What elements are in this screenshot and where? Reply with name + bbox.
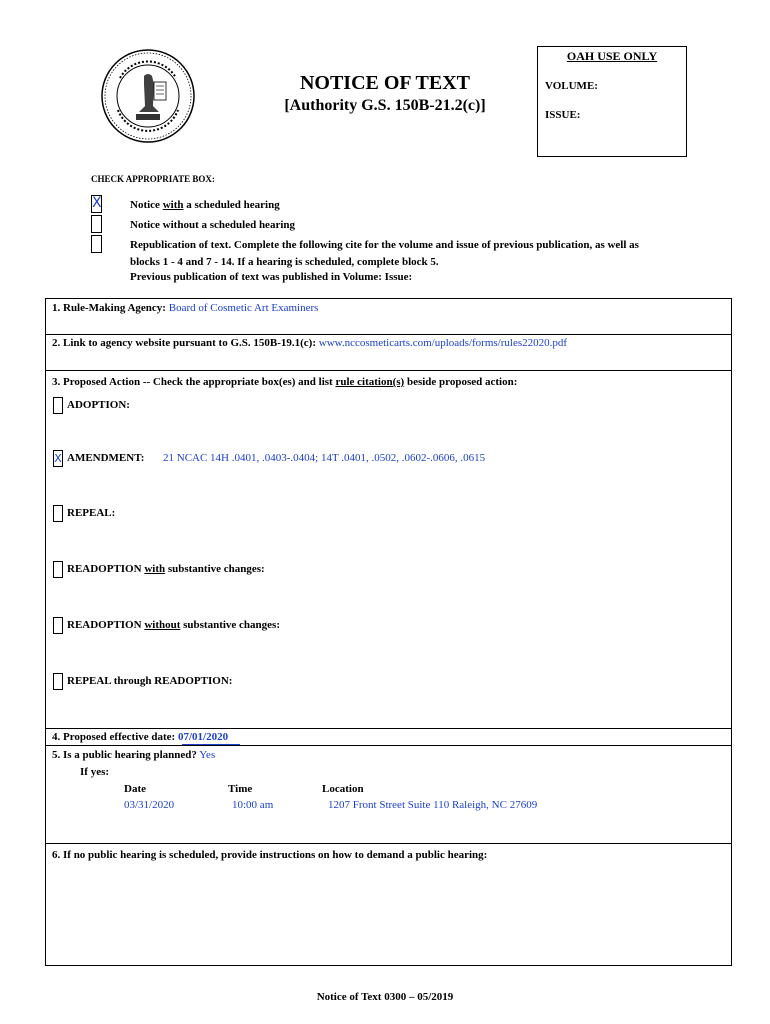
- date-column-header: Date: [124, 783, 146, 795]
- divider-2: [45, 370, 732, 371]
- amendment-checkbox[interactable]: X: [54, 452, 62, 465]
- republication-label: Republication of text. Complete the following cite for the volume and issue of previous publication, as well as: [130, 239, 639, 251]
- readoption-with-changes-checkbox[interactable]: [53, 561, 63, 578]
- divider-3: [45, 728, 732, 729]
- block-3-label: 3. Proposed Action -- Check the appropriate box(es) and list rule citation(s) beside proposed action:: [52, 376, 518, 388]
- notice-without-hearing-checkbox[interactable]: [91, 215, 102, 233]
- repeal-checkbox[interactable]: [53, 505, 63, 522]
- divider-4: [45, 745, 732, 746]
- block-6-label: 6. If no public hearing is scheduled, provide instructions on how to demand a public hearing:: [52, 849, 488, 861]
- readoption-without-changes-checkbox[interactable]: [53, 617, 63, 634]
- adoption-checkbox[interactable]: [53, 397, 63, 414]
- demand-hearing-instructions-field[interactable]: [52, 866, 724, 961]
- notice-with-hearing-label: Notice with a scheduled hearing: [130, 199, 280, 211]
- block-5-label: 5. Is a public hearing planned?: [52, 749, 197, 761]
- page-title: NOTICE OF TEXT: [299, 72, 471, 94]
- hearing-time-field[interactable]: 10:00 am: [232, 799, 274, 811]
- amendment-citation-field[interactable]: 21 NCAC 14H .0401, .0403-.0404; 14T .0401, .0502, .0602-.0606, .0615: [163, 452, 486, 464]
- block-1-label: 1. Rule-Making Agency:: [52, 302, 166, 314]
- notice-with-hearing-checkbox[interactable]: X: [92, 195, 102, 211]
- previous-publication-line: Previous publication of text was published in Volume: Issue:: [130, 271, 413, 283]
- state-seal: [100, 48, 196, 144]
- amendment-label: AMENDMENT:: [67, 452, 145, 464]
- block-2-label: 2. Link to agency website pursuant to G.S. 150B-19.1(c):: [52, 337, 317, 349]
- hearing-location-field[interactable]: 1207 Front Street Suite 110 Raleigh, NC 27609: [328, 799, 538, 811]
- public-hearing-answer[interactable]: Yes: [199, 749, 216, 761]
- agency-name-field[interactable]: Board of Cosmetic Art Examiners: [168, 302, 319, 314]
- divider-1: [45, 334, 732, 335]
- readoption-with-changes-label: READOPTION with substantive changes:: [67, 563, 265, 575]
- repeal-through-readoption-label: REPEAL through READOPTION:: [67, 675, 233, 687]
- adoption-label: ADOPTION:: [67, 399, 130, 411]
- block-2-agency-link: [52, 337, 567, 349]
- hearing-date-field[interactable]: 03/31/2020: [124, 799, 175, 811]
- location-column-header: Location: [322, 783, 364, 795]
- block-5-public-hearing: [52, 749, 215, 761]
- authority-citation: [Authority G.S. 150B-21.2(c)]: [284, 97, 486, 114]
- repeal-through-readoption-checkbox[interactable]: [53, 673, 63, 690]
- republication-checkbox[interactable]: [91, 235, 102, 253]
- time-column-header: Time: [228, 783, 253, 795]
- readoption-without-changes-label: READOPTION without substantive changes:: [67, 619, 280, 631]
- republication-line2: blocks 1 - 4 and 7 - 14. If a hearing is scheduled, complete block 5.: [130, 256, 439, 268]
- form-footer: Notice of Text 0300 – 05/2019: [316, 991, 454, 1003]
- check-box-instruction: CHECK APPROPRIATE BOX:: [91, 174, 215, 184]
- volume-label: VOLUME:: [545, 80, 598, 92]
- agency-website-link[interactable]: www.nccosmeticarts.com/uploads/forms/rules22020.pdf: [318, 337, 568, 349]
- divider-5: [45, 843, 732, 844]
- issue-label: ISSUE:: [545, 109, 581, 121]
- effective-date-field[interactable]: 07/01/2020: [177, 731, 229, 743]
- oah-use-only-box: [537, 46, 687, 157]
- oah-heading: OAH USE ONLY: [566, 49, 658, 63]
- repeal-label: REPEAL:: [67, 507, 116, 519]
- notice-without-hearing-label: Notice without a scheduled hearing: [130, 219, 295, 231]
- block-4-effective-date: [52, 731, 228, 743]
- block-4-label: 4. Proposed effective date:: [52, 731, 176, 743]
- if-yes-label: If yes:: [80, 766, 110, 778]
- block-1-rule-making-agency: [52, 302, 318, 314]
